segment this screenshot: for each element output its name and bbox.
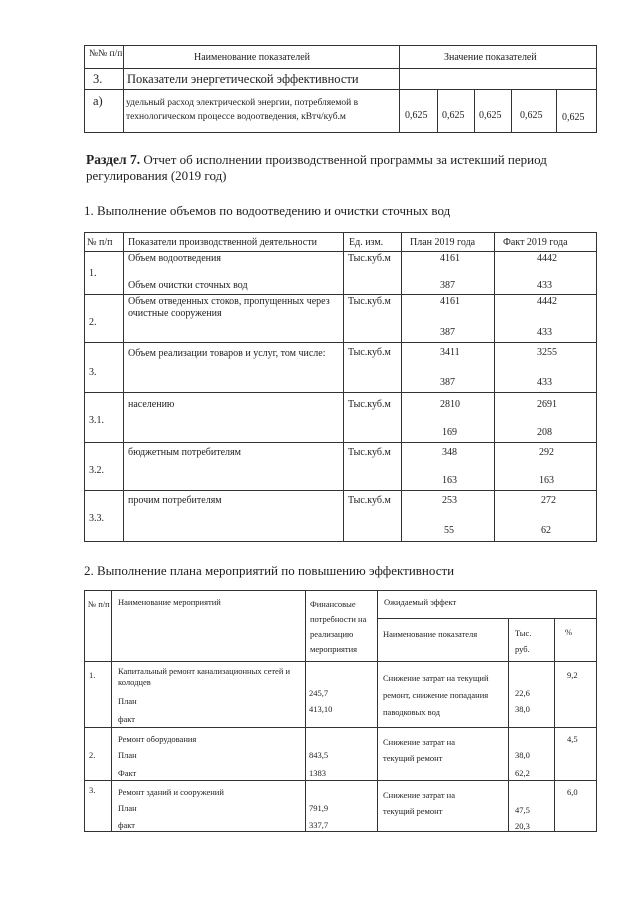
table-row-plan: 3411 387	[401, 342, 495, 393]
table-row-fact: 292 163	[494, 442, 597, 491]
p2-header-effect: Ожидаемый эффект	[377, 590, 597, 619]
table-row-finance: 791,9 337,7	[305, 780, 378, 832]
p2-header-rub: Тыс. руб.	[508, 618, 555, 662]
table-row-num: 3.	[84, 342, 124, 393]
p2-header-num: № п/п	[84, 590, 112, 662]
table-row-name: Капитальный ремонт канализационных сетей и колодцев План факт	[111, 661, 306, 728]
table1-row3-num: 3.	[84, 68, 124, 90]
table-row-indicator: Снижение затрат на текущий ремонт	[377, 727, 509, 781]
table1-value-cell: 0,625	[399, 89, 438, 133]
table-row-plan: 4161 387	[401, 294, 495, 343]
table-row-name: Ремонт зданий и сооружений План факт	[111, 780, 306, 832]
table-row-plan: 253 55	[401, 490, 495, 542]
table-row-fact: 4442 433	[494, 251, 597, 295]
table-row-fact: 272 62	[494, 490, 597, 542]
table-row-plan: 4161 387	[401, 251, 495, 295]
p2-header-percent: %	[554, 618, 597, 662]
table-row-num: 2.	[84, 727, 112, 781]
table1-value-cell: 0,625	[437, 89, 475, 133]
table-row-fact: 4442 433	[494, 294, 597, 343]
table-row-unit: Тыс.куб.м	[343, 251, 402, 295]
table-row-name: Объем водоотведения Объем очистки сточных вод	[123, 251, 344, 295]
table1-rowa-num: а)	[84, 89, 124, 133]
table-row-rub: 38,0 62,2	[508, 727, 555, 781]
table-row-percent: 9,2	[554, 661, 597, 728]
p2-header-indicator: Наименование показателя	[377, 618, 509, 662]
p1-header-name: Показатели производственной деятельности	[123, 232, 344, 252]
table-row-rub: 47,5 20,3	[508, 780, 555, 832]
part1-title: 1. Выполнение объемов по водоотведению и очистки сточных вод	[84, 203, 451, 218]
table-row-percent: 4,5	[554, 727, 597, 781]
table-row-num: 1.	[84, 251, 124, 295]
table-row-name: Объем реализации товаров и услуг, том числе:	[123, 342, 344, 393]
table1-row3-name: Показатели энергетической эффективности	[123, 68, 400, 90]
table-row-num: 1.	[84, 661, 112, 728]
table-row-percent: 6,0	[554, 780, 597, 832]
table-row-rub: 22,6 38,0	[508, 661, 555, 728]
table-row-plan: 348 163	[401, 442, 495, 491]
table-row-unit: Тыс.куб.м	[343, 490, 402, 542]
table-row-name: Ремонт оборудования План Факт	[111, 727, 306, 781]
table-row-plan: 2810 169	[401, 392, 495, 443]
table-row-name: Объем отведенных стоков, пропущенных через очистные сооружения	[123, 294, 344, 343]
table-row-num: 3.3.	[84, 490, 124, 542]
p2-header-name: Наименование мероприятий	[111, 590, 306, 662]
table-row-name: населению	[123, 392, 344, 443]
table1-header-value: Значение показателей	[399, 45, 597, 69]
table1-rowa-name: удельный расход электрической энергии, потребляемой в технологическом процессе водоотведения, кВтч/куб.м	[123, 89, 400, 133]
table-row-unit: Тыс.куб.м	[343, 342, 402, 393]
table1-header-name: Наименование показателей	[123, 45, 400, 69]
table1-value-cell: 0,625	[474, 89, 512, 133]
table-row-fact: 2691 208	[494, 392, 597, 443]
table-row-num: 3.2.	[84, 442, 124, 491]
table-row-num: 2.	[84, 294, 124, 343]
p1-header-fact: Факт 2019 года	[494, 232, 597, 252]
section7-title-text: Отчет об исполнении производственной программы за истекший период регулирования (2019 год)	[86, 152, 547, 183]
p1-header-num: № п/п	[84, 232, 124, 252]
table-row-indicator: Снижение затрат на текущий ремонт, снижение попадания паводковых вод	[377, 661, 509, 728]
table-row-name: прочим потребителям	[123, 490, 344, 542]
p1-header-plan: План 2019 года	[401, 232, 495, 252]
table-row-fact: 3255 433	[494, 342, 597, 393]
table-row-unit: Тыс.куб.м	[343, 442, 402, 491]
table1-row3-value	[399, 68, 597, 90]
table-row-num: 3.1.	[84, 392, 124, 443]
table-row-finance: 843,5 1383	[305, 727, 378, 781]
part2-title: 2. Выполнение плана мероприятий по повышению эффективности	[84, 563, 455, 578]
table-row-finance: 245,7 413,10	[305, 661, 378, 728]
table-row-unit: Тыс.куб.м	[343, 392, 402, 443]
section7-title	[86, 152, 606, 184]
table1-value-cell: 0,625	[511, 89, 557, 133]
table-row-name: бюджетным потребителям	[123, 442, 344, 491]
table-row-indicator: Снижение затрат на текущий ремонт	[377, 780, 509, 832]
table-row-num: 3.	[84, 780, 112, 832]
table1-header-num: №№ п/п	[84, 45, 124, 69]
table-row-unit: Тыс.куб.м	[343, 294, 402, 343]
p1-header-unit: Ед. изм.	[343, 232, 402, 252]
table1-value-cell: 0,625	[556, 89, 597, 133]
p2-header-finance: Финансовые потребности на реализацию мероприятия	[305, 590, 378, 662]
section7-bold-label: Раздел 7.	[86, 152, 141, 167]
